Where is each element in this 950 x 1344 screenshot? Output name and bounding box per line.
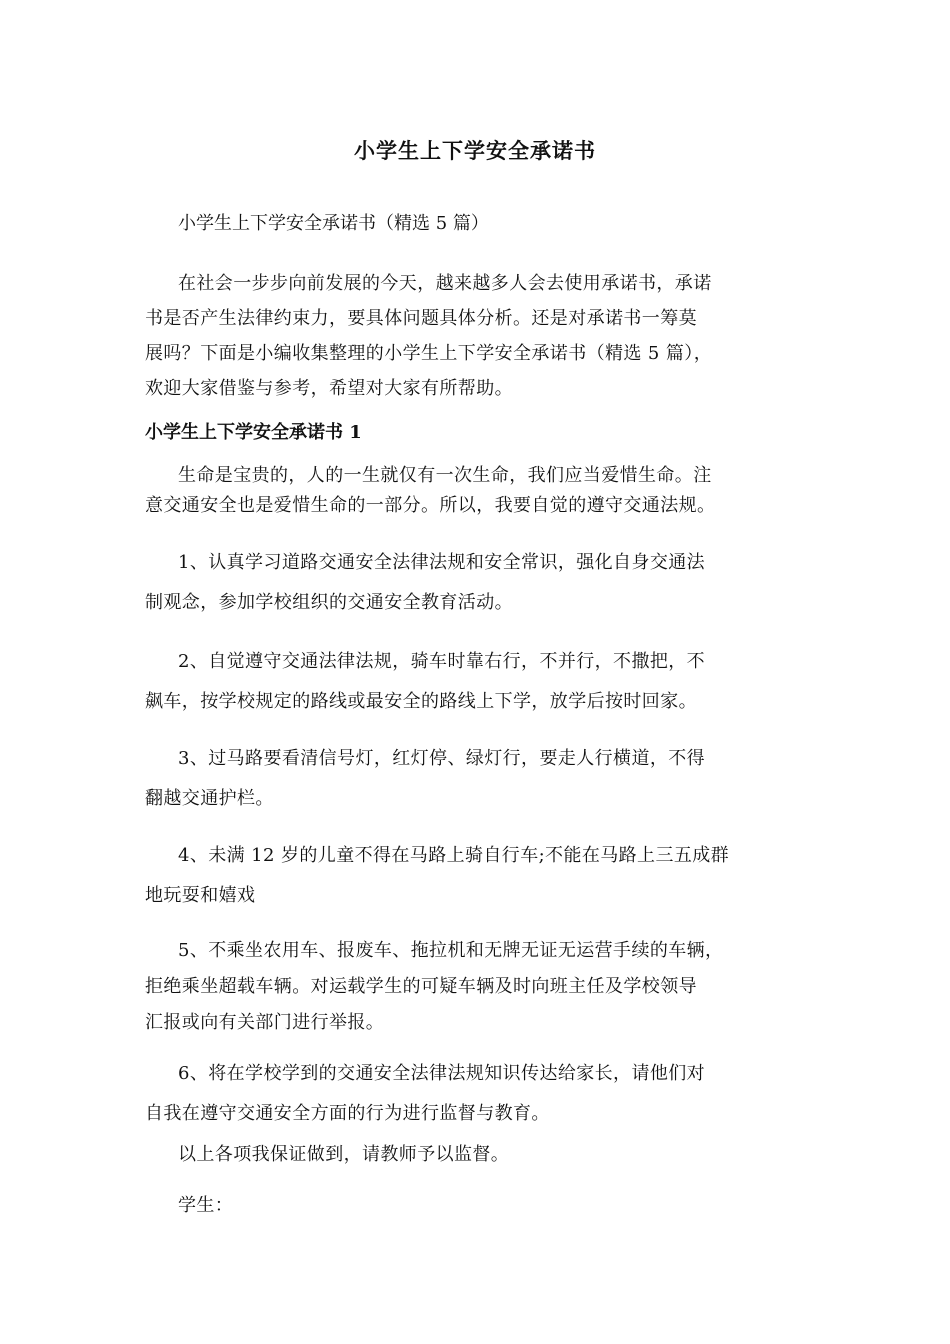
item-line: 4、未满 12 岁的儿童不得在马路上骑自行车;不能在马路上三五成群	[178, 845, 730, 866]
document-subtitle: 小学生上下学安全承诺书（精选 5 篇）	[178, 213, 489, 234]
item-1	[145, 543, 810, 623]
item-line: 6、将在学校学到的交通安全法律法规知识传达给家长，请他们对	[178, 1063, 706, 1084]
opening-paragraph	[145, 461, 810, 521]
intro-paragraph	[145, 266, 810, 406]
opening-line: 生命是宝贵的，人的一生就仅有一次生命，我们应当爱惜生命。注	[178, 465, 712, 486]
item-line: 1、认真学习道路交通安全法律法规和安全常识，强化自身交通法	[178, 552, 706, 573]
closing-paragraph	[145, 1140, 810, 1170]
item-line: 自我在遵守交通安全方面的行为进行监督与教育。	[145, 1103, 550, 1124]
item-5	[145, 933, 810, 1041]
intro-line: 欢迎大家借鉴与参考，希望对大家有所帮助。	[145, 378, 513, 399]
item-line: 汇报或向有关部门进行举报。	[145, 1012, 385, 1033]
item-line: 制观念，参加学校组织的交通安全教育活动。	[145, 592, 513, 613]
item-line: 5、不乘坐农用车、报废车、拖拉机和无牌无证无运营手续的车辆，	[178, 940, 724, 961]
intro-line: 书是否产生法律约束力，要具体问题具体分析。还是对承诺书一筹莫	[145, 308, 697, 329]
signature-block	[145, 1191, 810, 1221]
item-6	[145, 1054, 810, 1134]
intro-line: 在社会一步步向前发展的今天，越来越多人会去使用承诺书，承诺	[178, 273, 712, 294]
item-line: 3、过马路要看清信号灯，红灯停、绿灯行，要走人行横道，不得	[178, 748, 706, 769]
item-line: 拒绝乘坐超载车辆。对运载学生的可疑车辆及时向班主任及学校领导	[145, 976, 697, 997]
section-heading: 小学生上下学安全承诺书 1	[145, 422, 362, 443]
item-2	[145, 642, 810, 722]
item-3	[145, 739, 810, 819]
item-line: 地玩耍和嬉戏	[145, 885, 256, 906]
item-line: 2、自觉遵守交通法律法规，骑车时靠右行，不并行，不撒把，不	[178, 651, 706, 672]
document-title: 小学生上下学安全承诺书	[354, 138, 596, 163]
item-line: 飙车，按学校规定的路线或最安全的路线上下学，放学后按时回家。	[145, 691, 697, 712]
item-line: 翻越交通护栏。	[145, 788, 274, 809]
opening-line: 意交通安全也是爱惜生命的一部分。所以，我要自觉的遵守交通法规。	[145, 495, 716, 516]
intro-line: 展吗？下面是小编收集整理的小学生上下学安全承诺书（精选 5 篇），	[145, 343, 713, 364]
signature-label: 学生：	[178, 1195, 234, 1216]
item-4	[145, 836, 810, 916]
closing-line: 以上各项我保证做到，请教师予以监督。	[178, 1144, 510, 1165]
